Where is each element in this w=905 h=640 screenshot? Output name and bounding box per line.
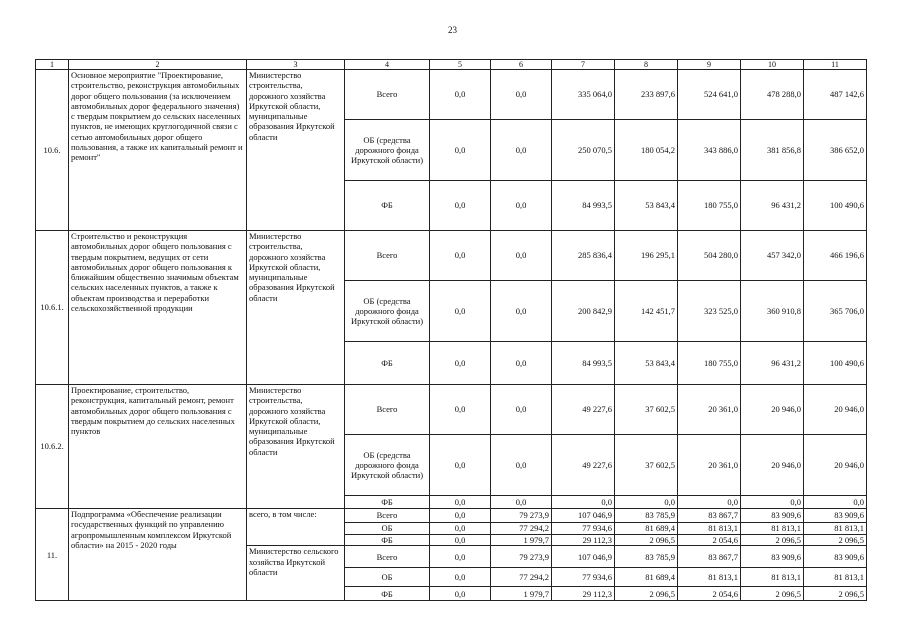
value-cell: 323 525,0	[678, 281, 741, 342]
budget-table	[35, 59, 867, 601]
row-executor: всего, в том числе:	[247, 509, 345, 546]
value-cell: 142 451,7	[615, 281, 678, 342]
value-cell: 381 856,8	[741, 120, 804, 181]
value-cell: 84 993,5	[552, 342, 615, 385]
value-cell: 83 785,9	[615, 546, 678, 568]
value-cell: 20 361,0	[678, 385, 741, 435]
row-code: 10.6.2.	[36, 385, 69, 509]
value-cell: 478 288,0	[741, 70, 804, 120]
value-cell: 365 706,0	[804, 281, 867, 342]
value-cell: 81 689,4	[615, 523, 678, 535]
value-cell: 20 946,0	[804, 435, 867, 496]
value-cell: 0,0	[491, 496, 552, 509]
value-cell: 233 897,6	[615, 70, 678, 120]
value-cell: 53 843,4	[615, 342, 678, 385]
value-cell: 81 813,1	[678, 523, 741, 535]
value-cell: 335 064,0	[552, 70, 615, 120]
value-cell: 0,0	[552, 496, 615, 509]
funding-source: Всего	[345, 385, 430, 435]
value-cell: 0,0	[491, 231, 552, 281]
value-cell: 200 842,9	[552, 281, 615, 342]
value-cell: 83 867,7	[678, 509, 741, 523]
row-executor: Министерство строительства, дорожного хозяйства Иркутской области, муниципальные образования Иркутской области	[247, 385, 345, 509]
funding-source: ОБ	[345, 568, 430, 587]
value-cell: 360 910,8	[741, 281, 804, 342]
value-cell: 2 096,5	[741, 535, 804, 546]
funding-source: ФБ	[345, 535, 430, 546]
value-cell: 83 909,6	[804, 546, 867, 568]
value-cell: 0,0	[430, 546, 491, 568]
table-row	[36, 509, 867, 523]
value-cell: 0,0	[491, 281, 552, 342]
value-cell: 2 096,5	[741, 587, 804, 601]
value-cell: 83 909,6	[804, 509, 867, 523]
funding-source: Всего	[345, 70, 430, 120]
column-header: 6	[491, 60, 552, 70]
value-cell: 180 755,0	[678, 342, 741, 385]
funding-source: ОБ	[345, 523, 430, 535]
header-row	[36, 60, 867, 70]
value-cell: 196 295,1	[615, 231, 678, 281]
value-cell: 77 294,2	[491, 568, 552, 587]
value-cell: 81 813,1	[741, 568, 804, 587]
row-code: 10.6.1.	[36, 231, 69, 385]
value-cell: 0,0	[430, 535, 491, 546]
row-description: Строительство и реконструкция автомобильных дорог общего пользования с твердым покрытием, ведущих от сети автомобильных дорог общего пользования к ближайшим общественно значимым объектам сельских населенных пунктов, а также к объектам производства и переработки сельскохозяйственной продукции	[69, 231, 247, 385]
row-description: Подпрограмма «Обеспечение реализации государственных функций по управлению агропромышленным комплексом Иркутской области» на 2015 - 2020 годы	[69, 509, 247, 601]
value-cell: 0,0	[430, 120, 491, 181]
value-cell: 81 813,1	[804, 568, 867, 587]
value-cell: 100 490,6	[804, 181, 867, 231]
value-cell: 79 273,9	[491, 509, 552, 523]
column-header: 3	[247, 60, 345, 70]
value-cell: 0,0	[430, 587, 491, 601]
value-cell: 20 946,0	[741, 385, 804, 435]
column-header: 9	[678, 60, 741, 70]
column-header: 4	[345, 60, 430, 70]
row-code: 11.	[36, 509, 69, 601]
value-cell: 2 054,6	[678, 587, 741, 601]
value-cell: 20 946,0	[741, 435, 804, 496]
value-cell: 49 227,6	[552, 385, 615, 435]
value-cell: 487 142,6	[804, 70, 867, 120]
value-cell: 2 096,5	[804, 587, 867, 601]
value-cell: 81 813,1	[741, 523, 804, 535]
column-header: 2	[69, 60, 247, 70]
table-row	[36, 385, 867, 435]
value-cell: 504 280,0	[678, 231, 741, 281]
value-cell: 343 886,0	[678, 120, 741, 181]
value-cell: 20 946,0	[804, 385, 867, 435]
value-cell: 0,0	[491, 385, 552, 435]
value-cell: 0,0	[430, 181, 491, 231]
value-cell: 83 909,6	[741, 546, 804, 568]
value-cell: 107 046,9	[552, 509, 615, 523]
value-cell: 37 602,5	[615, 435, 678, 496]
value-cell: 0,0	[430, 568, 491, 587]
value-cell: 77 294,2	[491, 523, 552, 535]
funding-source: Всего	[345, 509, 430, 523]
value-cell: 250 070,5	[552, 120, 615, 181]
column-header: 7	[552, 60, 615, 70]
value-cell: 0,0	[491, 181, 552, 231]
value-cell: 77 934,6	[552, 523, 615, 535]
value-cell: 0,0	[491, 120, 552, 181]
value-cell: 0,0	[430, 70, 491, 120]
value-cell: 2 096,5	[615, 587, 678, 601]
value-cell: 1 979,7	[491, 587, 552, 601]
value-cell: 2 096,5	[615, 535, 678, 546]
funding-source: ОБ (средства дорожного фонда Иркутской области)	[345, 435, 430, 496]
funding-source: ОБ (средства дорожного фонда Иркутской области)	[345, 281, 430, 342]
row-description: Основное мероприятие "Проектирование, строительство, реконструкция автомобильных дорог общего пользования (за исключением автомобильных дорог федерального значения) с твердым покрытием до сельских населенных пунктов, не имеющих круглогодичной связи с сетью автомобильных дорог общего пользования, а также их капитальный ремонт и ремонт"	[69, 70, 247, 231]
value-cell: 29 112,3	[552, 535, 615, 546]
column-header: 1	[36, 60, 69, 70]
row-code: 10.6.	[36, 70, 69, 231]
row-executor: Министерство строительства, дорожного хозяйства Иркутской области, муниципальные образования Иркутской области	[247, 231, 345, 385]
value-cell: 83 785,9	[615, 509, 678, 523]
value-cell: 0,0	[430, 281, 491, 342]
column-header: 8	[615, 60, 678, 70]
value-cell: 1 979,7	[491, 535, 552, 546]
row-executor: Министерство строительства, дорожного хозяйства Иркутской области, муниципальные образования Иркутской области	[247, 70, 345, 231]
column-header: 10	[741, 60, 804, 70]
value-cell: 0,0	[804, 496, 867, 509]
value-cell: 20 361,0	[678, 435, 741, 496]
value-cell: 2 054,6	[678, 535, 741, 546]
value-cell: 2 096,5	[804, 535, 867, 546]
value-cell: 100 490,6	[804, 342, 867, 385]
value-cell: 180 755,0	[678, 181, 741, 231]
page-number: 23	[448, 25, 457, 35]
value-cell: 386 652,0	[804, 120, 867, 181]
value-cell: 83 867,7	[678, 546, 741, 568]
column-header: 11	[804, 60, 867, 70]
value-cell: 96 431,2	[741, 181, 804, 231]
value-cell: 29 112,3	[552, 587, 615, 601]
value-cell: 0,0	[491, 435, 552, 496]
row-executor: Министерство сельского хозяйства Иркутской области	[247, 546, 345, 601]
value-cell: 107 046,9	[552, 546, 615, 568]
value-cell: 0,0	[741, 496, 804, 509]
value-cell: 0,0	[491, 70, 552, 120]
funding-source: ФБ	[345, 496, 430, 509]
value-cell: 0,0	[430, 435, 491, 496]
value-cell: 0,0	[430, 496, 491, 509]
value-cell: 81 813,1	[678, 568, 741, 587]
value-cell: 0,0	[430, 523, 491, 535]
funding-source: Всего	[345, 231, 430, 281]
value-cell: 457 342,0	[741, 231, 804, 281]
value-cell: 79 273,9	[491, 546, 552, 568]
value-cell: 96 431,2	[741, 342, 804, 385]
value-cell: 0,0	[430, 385, 491, 435]
value-cell: 0,0	[430, 509, 491, 523]
value-cell: 524 641,0	[678, 70, 741, 120]
value-cell: 81 689,4	[615, 568, 678, 587]
funding-source: ФБ	[345, 181, 430, 231]
value-cell: 81 813,1	[804, 523, 867, 535]
value-cell: 83 909,6	[741, 509, 804, 523]
value-cell: 0,0	[430, 231, 491, 281]
value-cell: 0,0	[615, 496, 678, 509]
value-cell: 84 993,5	[552, 181, 615, 231]
value-cell: 0,0	[430, 342, 491, 385]
value-cell: 285 836,4	[552, 231, 615, 281]
table-row	[36, 231, 867, 281]
value-cell: 0,0	[491, 342, 552, 385]
funding-source: ОБ (средства дорожного фонда Иркутской области)	[345, 120, 430, 181]
row-description: Проектирование, строительство, реконструкция, капитальный ремонт, ремонт автомобильных дорог общего пользования с твердым покрытием до сельских населенных пунктов	[69, 385, 247, 509]
value-cell: 77 934,6	[552, 568, 615, 587]
funding-source: Всего	[345, 546, 430, 568]
funding-source: ФБ	[345, 342, 430, 385]
value-cell: 180 054,2	[615, 120, 678, 181]
value-cell: 466 196,6	[804, 231, 867, 281]
table-row	[36, 70, 867, 120]
value-cell: 49 227,6	[552, 435, 615, 496]
column-header: 5	[430, 60, 491, 70]
value-cell: 37 602,5	[615, 385, 678, 435]
value-cell: 0,0	[678, 496, 741, 509]
funding-source: ФБ	[345, 587, 430, 601]
value-cell: 53 843,4	[615, 181, 678, 231]
